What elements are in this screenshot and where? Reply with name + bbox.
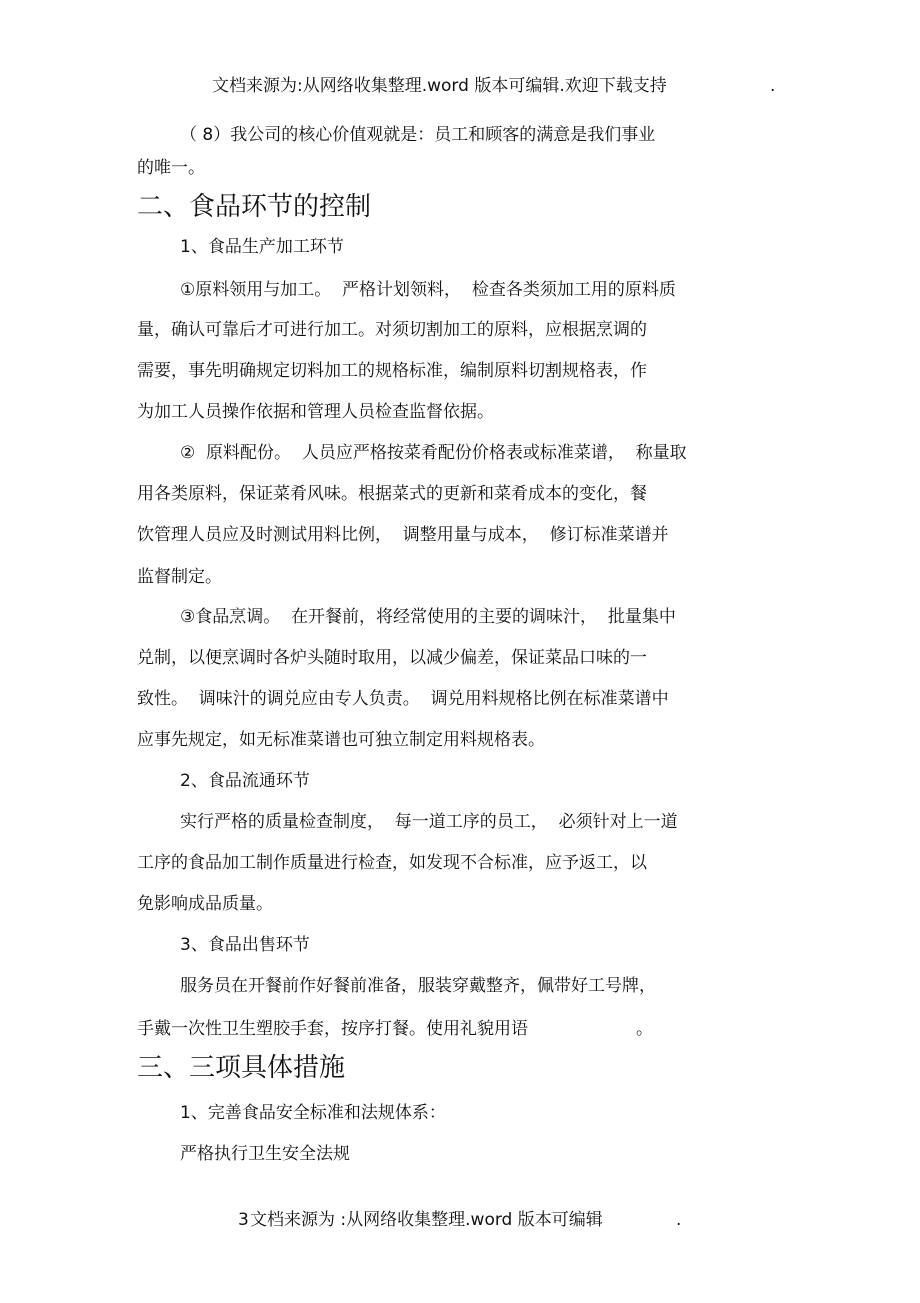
paragraph-line: 致性。 调味汁的调兑应由专人负责。 调兑用料规格比例在标准菜谱中 (137, 689, 669, 709)
paragraph-end-mark: 。 (636, 1019, 653, 1039)
paragraph-line: 免影响成品质量。 (137, 894, 273, 914)
paragraph-line: 的唯一。 (137, 158, 205, 178)
paragraph-line: 量，确认可靠后才可进行加工。对须切割加工的原料，应根据烹调的 (137, 320, 647, 340)
section-heading: 二、食品环节的控制 (137, 192, 372, 222)
paragraph-line: 手戴一次性卫生塑胶手套，按序打餐。使用礼貌用语 (137, 1019, 528, 1039)
header-text: 文档来源为:从网络收集整理.word 版本可编辑.欢迎下载支持 (212, 76, 667, 96)
subsection-heading: 2、食品流通环节 (180, 771, 310, 791)
paragraph-line: 严格执行卫生安全法规 (180, 1144, 350, 1164)
footer-text: 文档来源为 :从网络收集整理.word 版本可编辑 (250, 1210, 603, 1230)
paragraph-line: 用各类原料，保证菜肴风味。根据菜式的更新和菜肴成本的变化，餐 (137, 484, 647, 504)
footer-page-number: 3 (238, 1210, 249, 1230)
paragraph-line: 工序的食品加工制作质量进行检查，如发现不合标准，应予返工，以 (137, 853, 647, 873)
footer-dot: . (676, 1210, 682, 1230)
paragraph-line: ② 原料配份。 人员应严格按菜肴配份价格表或标准菜谱， 称量取 (180, 443, 687, 463)
header-dot: . (770, 76, 776, 96)
paragraph-line: ③食品烹调。 在开餐前，将经常使用的主要的调味汁， 批量集中 (180, 607, 676, 627)
paragraph-line: 为加工人员操作依据和管理人员检查监督依据。 (137, 402, 494, 422)
paragraph-line: （ 8）我公司的核心价值观就是：员工和顾客的满意是我们事业 (180, 125, 656, 145)
subsection-heading: 3、食品出售环节 (180, 935, 310, 955)
section-heading: 三、三项具体措施 (137, 1053, 346, 1083)
subsection-heading: 1、食品生产加工环节 (180, 237, 344, 257)
paragraph-line: 实行严格的质量检查制度， 每一道工序的员工， 必须针对上一道 (180, 812, 678, 832)
paragraph-line: 服务员在开餐前作好餐前准备，服装穿戴整齐，佩带好工号牌， (180, 976, 656, 996)
paragraph-line: 应事先规定，如无标准菜谱也可独立制定用料规格表。 (137, 730, 545, 750)
paragraph-line: 饮管理人员应及时测试用料比例， 调整用量与成本， 修订标准菜谱并 (137, 525, 669, 545)
paragraph-line: 监督制定。 (137, 567, 222, 587)
subsection-heading: 1、完善食品安全标准和法规体系： (180, 1103, 446, 1123)
paragraph-line: ①原料领用与加工。 严格计划领料， 检查各类须加工用的原料质 (180, 280, 676, 300)
paragraph-line: 兑制，以便烹调时各炉头随时取用，以减少偏差，保证菜品口味的一 (137, 648, 647, 668)
paragraph-line: 需要，事先明确规定切料加工的规格标准，编制原料切割规格表，作 (137, 361, 647, 381)
